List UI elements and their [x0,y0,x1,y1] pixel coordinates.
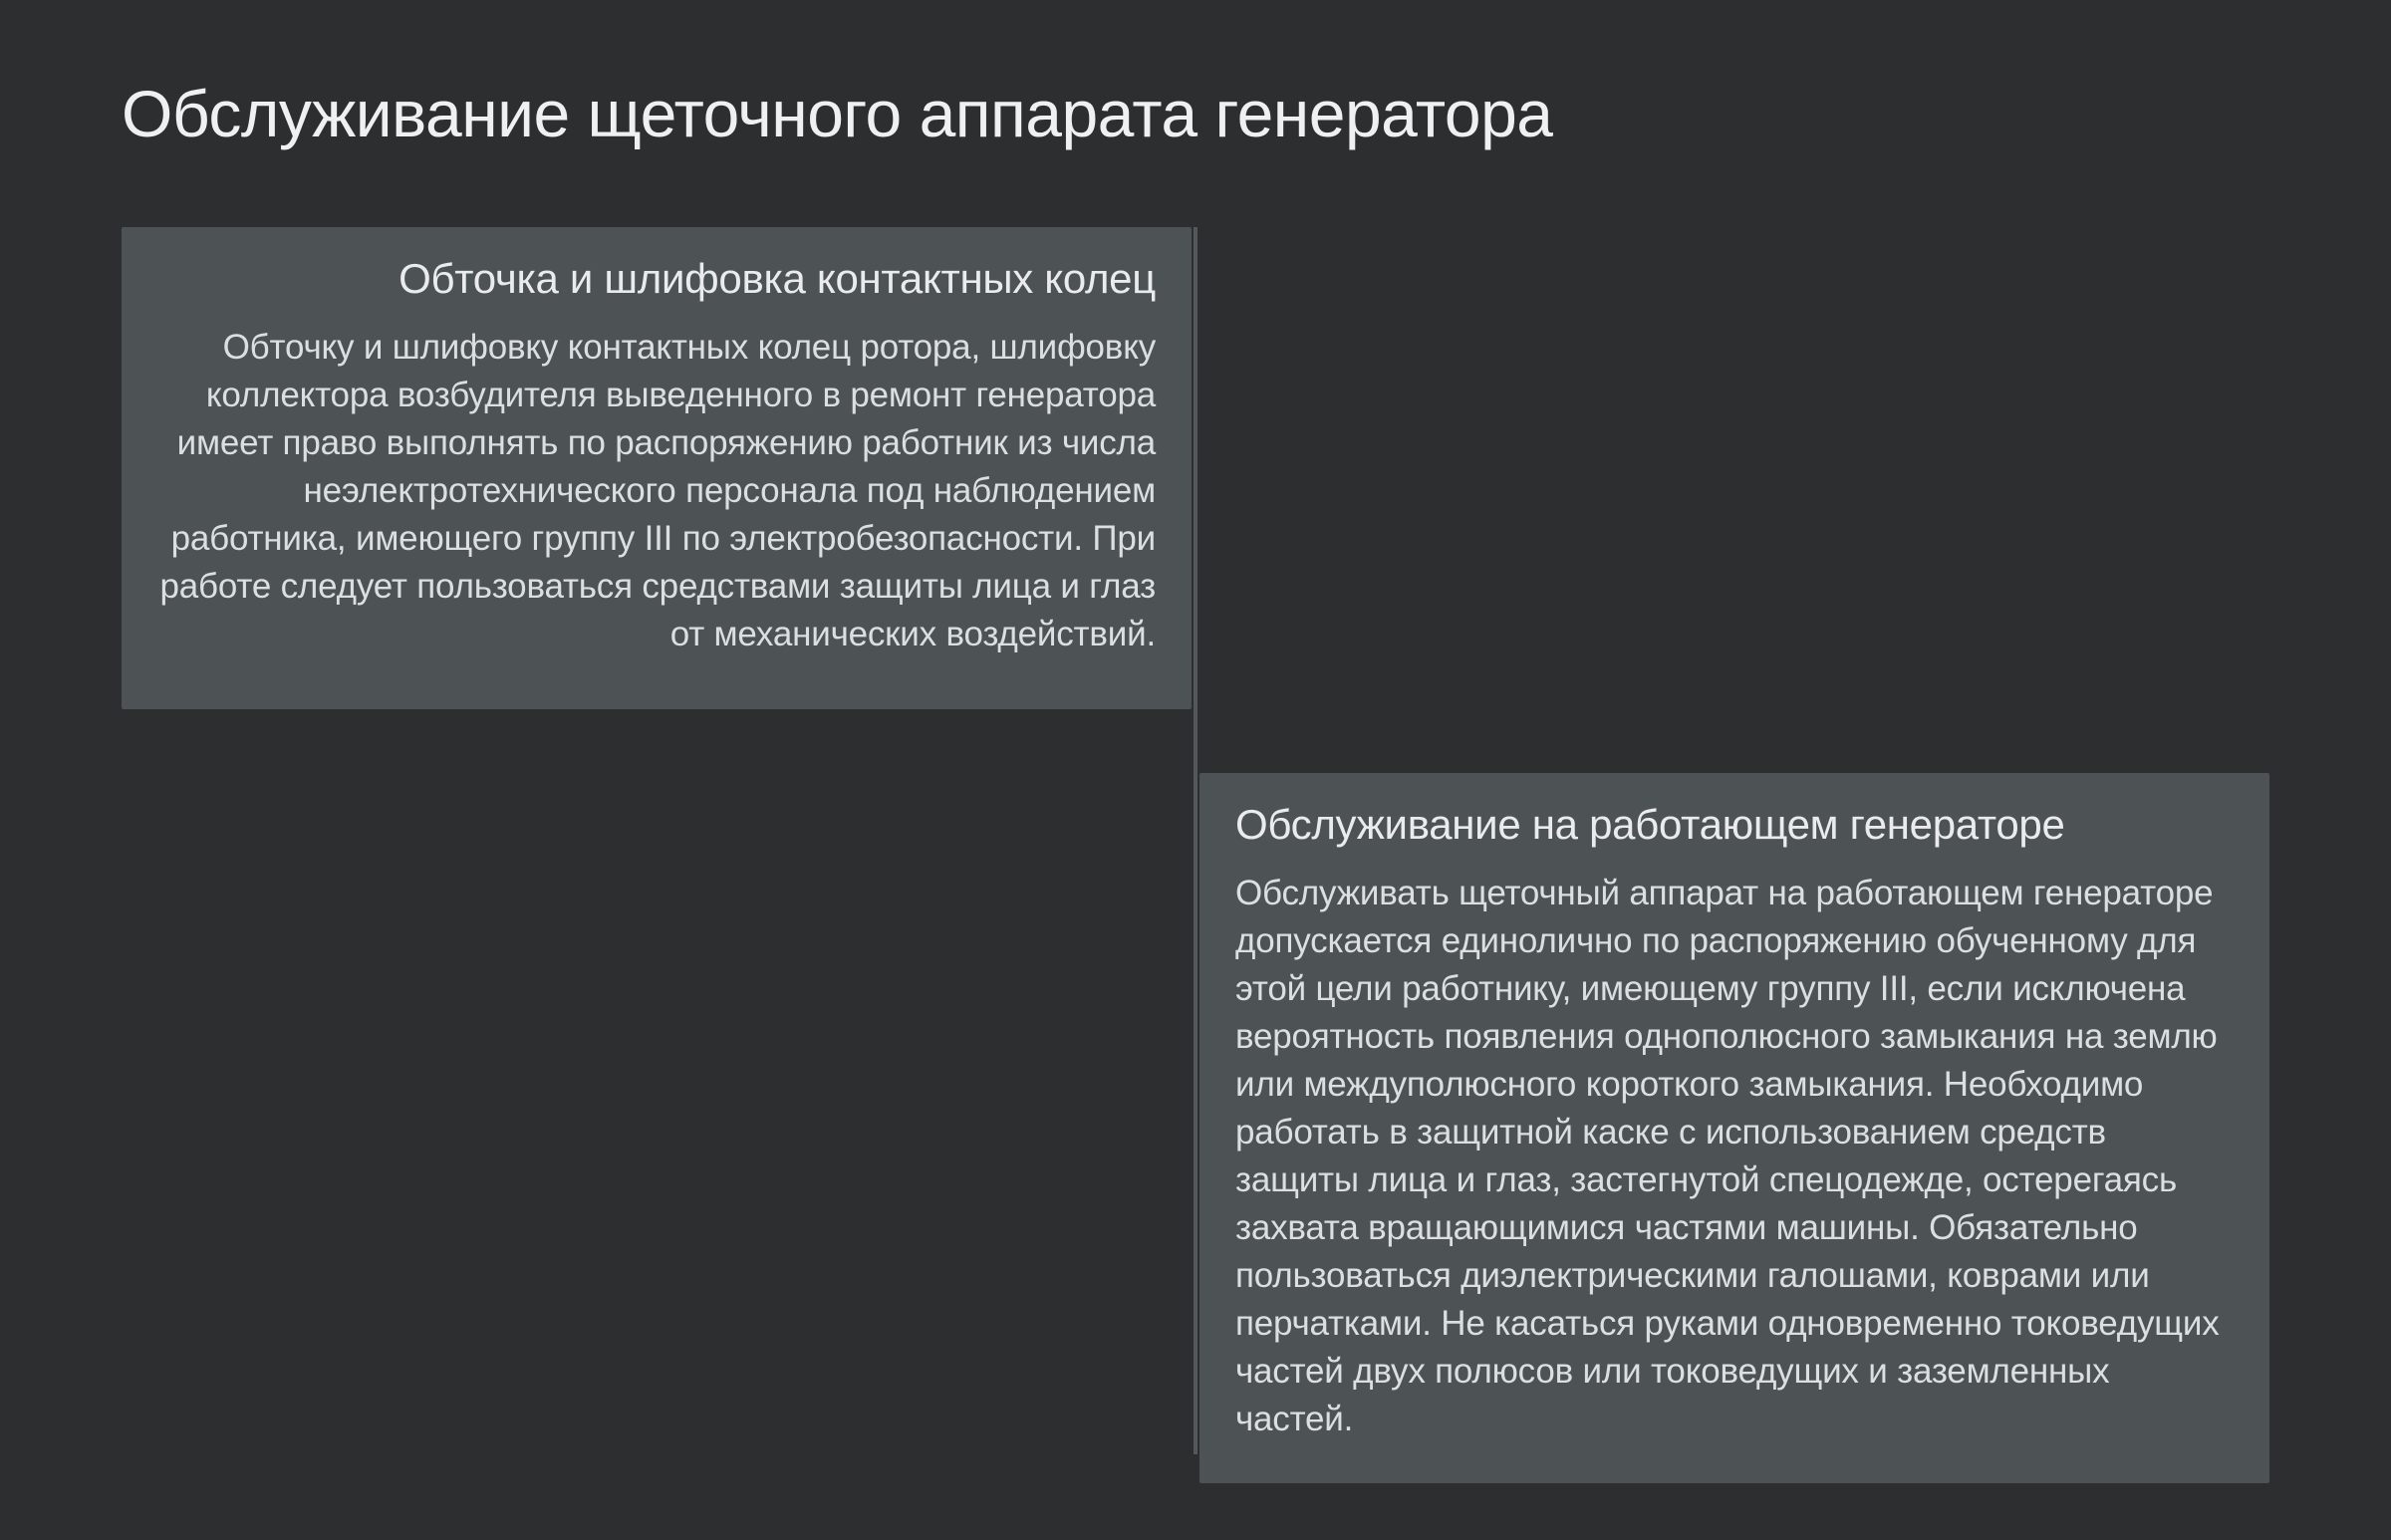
card-title: Обслуживание на работающем генераторе [1235,801,2065,848]
page-title: Обслуживание щеточного аппарата генератора [122,77,1553,150]
timeline-spine [1194,227,1197,1454]
card-grinding-contact-rings [122,227,1192,709]
card-maintenance-running-generator [1199,773,2269,1483]
card-body-text: Обточку и шлифовку контактных колец ротора, шлифовку коллектора возбудителя выведенного в ремонт генератора имеет право выполнять по распоряжению работник из числа неэлектротехнического персонала под наблюдением работника, имеющего группу III по электробезопасности. При работе следует пользоваться средствами защиты лица и глаз от механических воздействий. [159,327,1156,653]
card-body-text: Обслуживать щеточный аппарат на работающем генераторе допускается единолично по распоряжению обученному для этой цели работнику, имеющему группу III, если исключена вероятность появления однополюсного замыкания на землю или междуполюсного короткого замыкания. Необходимо работать в защитной каске с использованием средств защиты лица и глаз, застегнутой спецодежде, остерегаясь захвата вращающимися частями машины. Обязательно пользоваться диэлектрическими галошами, коврами или перчатками. Не касаться руками одновременно токоведущих частей двух полюсов или токоведущих и заземленных частей. [1235,873,2220,1438]
card-title: Обточка и шлифовка контактных колец [398,255,1156,302]
